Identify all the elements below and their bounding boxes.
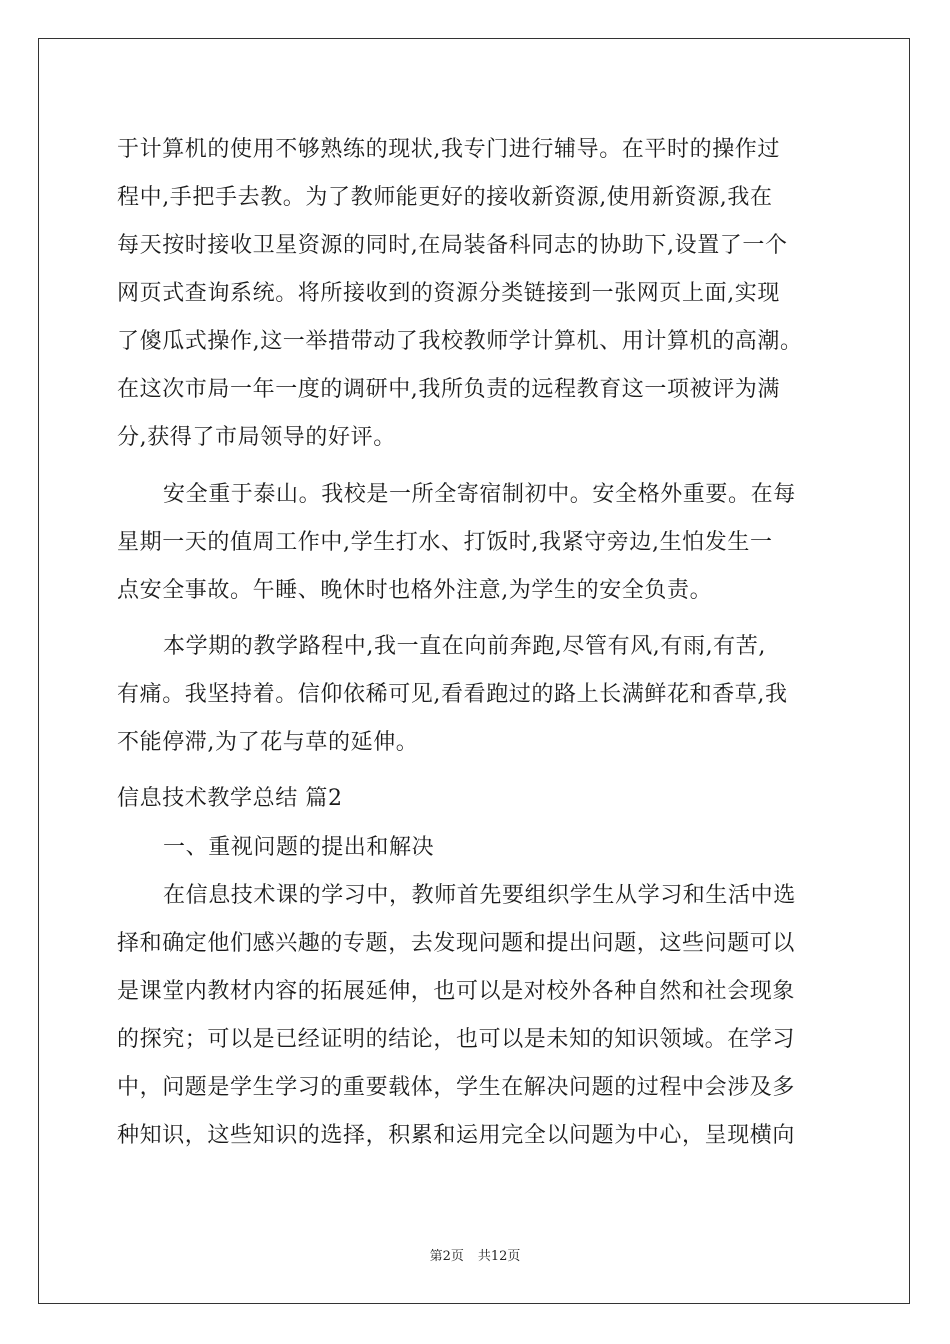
text-line: 在这次市局一年一度的调研中,我所负责的远程教育这一项被评为满 — [117, 377, 780, 402]
text-line: 中，问题是学生学习的重要载体，学生在解决问题的过程中会涉及多 — [117, 1075, 796, 1100]
text-line: 分,获得了市局领导的好评。 — [117, 425, 396, 450]
text-line: 每天按时接收卫星资源的同时,在局装备科同志的协助下,设置了一个 — [117, 233, 788, 258]
text-line: 择和确定他们感兴趣的专题，去发现问题和提出问题，这些问题可以 — [117, 931, 796, 956]
text-line: 不能停滞,为了花与草的延伸。 — [117, 730, 419, 755]
text-line: 程中,手把手去教。为了教师能更好的接收新资源,使用新资源,我在 — [117, 185, 773, 210]
page-total: 共12页 — [477, 1249, 521, 1264]
text-line: 网页式查询系统。将所接收到的资源分类链接到一张网页上面,实现 — [117, 281, 780, 306]
text-line: 星期一天的值周工作中,学生打水、打饭时,我紧守旁边,生怕发生一 — [117, 530, 773, 555]
text-line: 的探究；可以是已经证明的结论，也可以是未知的知识领域。在学习 — [117, 1027, 796, 1052]
subsection-heading: 一、重视问题的提出和解决 — [163, 835, 435, 860]
text-line: 有痛。我坚持着。信仰依稀可见,看看跑过的路上长满鲜花和香草,我 — [117, 682, 788, 707]
section-heading: 信息技术教学总结 篇2 — [117, 786, 343, 811]
page-number: 第2页 — [429, 1249, 464, 1264]
paragraph-start-line: 本学期的教学路程中,我一直在向前奔跑,尽管有风,有雨,有苦, — [163, 634, 766, 659]
paragraph-start-line: 在信息技术课的学习中，教师首先要组织学生从学习和生活中选 — [163, 883, 796, 908]
text-line: 了傻瓜式操作,这一举措带动了我校教师学计算机、用计算机的高潮。 — [117, 329, 803, 354]
text-line: 是课堂内教材内容的拓展延伸，也可以是对校外各种自然和社会现象 — [117, 979, 796, 1004]
text-line: 种知识，这些知识的选择，积累和运用完全以问题为中心，呈现横向 — [117, 1123, 796, 1148]
text-line: 于计算机的使用不够熟练的现状,我专门进行辅导。在平时的操作过 — [117, 137, 780, 162]
page-border — [38, 38, 910, 1304]
text-line: 点安全事故。午睡、晚休时也格外注意,为学生的安全负责。 — [117, 578, 713, 603]
paragraph-start-line: 安全重于泰山。我校是一所全寄宿制初中。安全格外重要。在每 — [163, 482, 796, 507]
page-footer — [0, 1248, 950, 1266]
